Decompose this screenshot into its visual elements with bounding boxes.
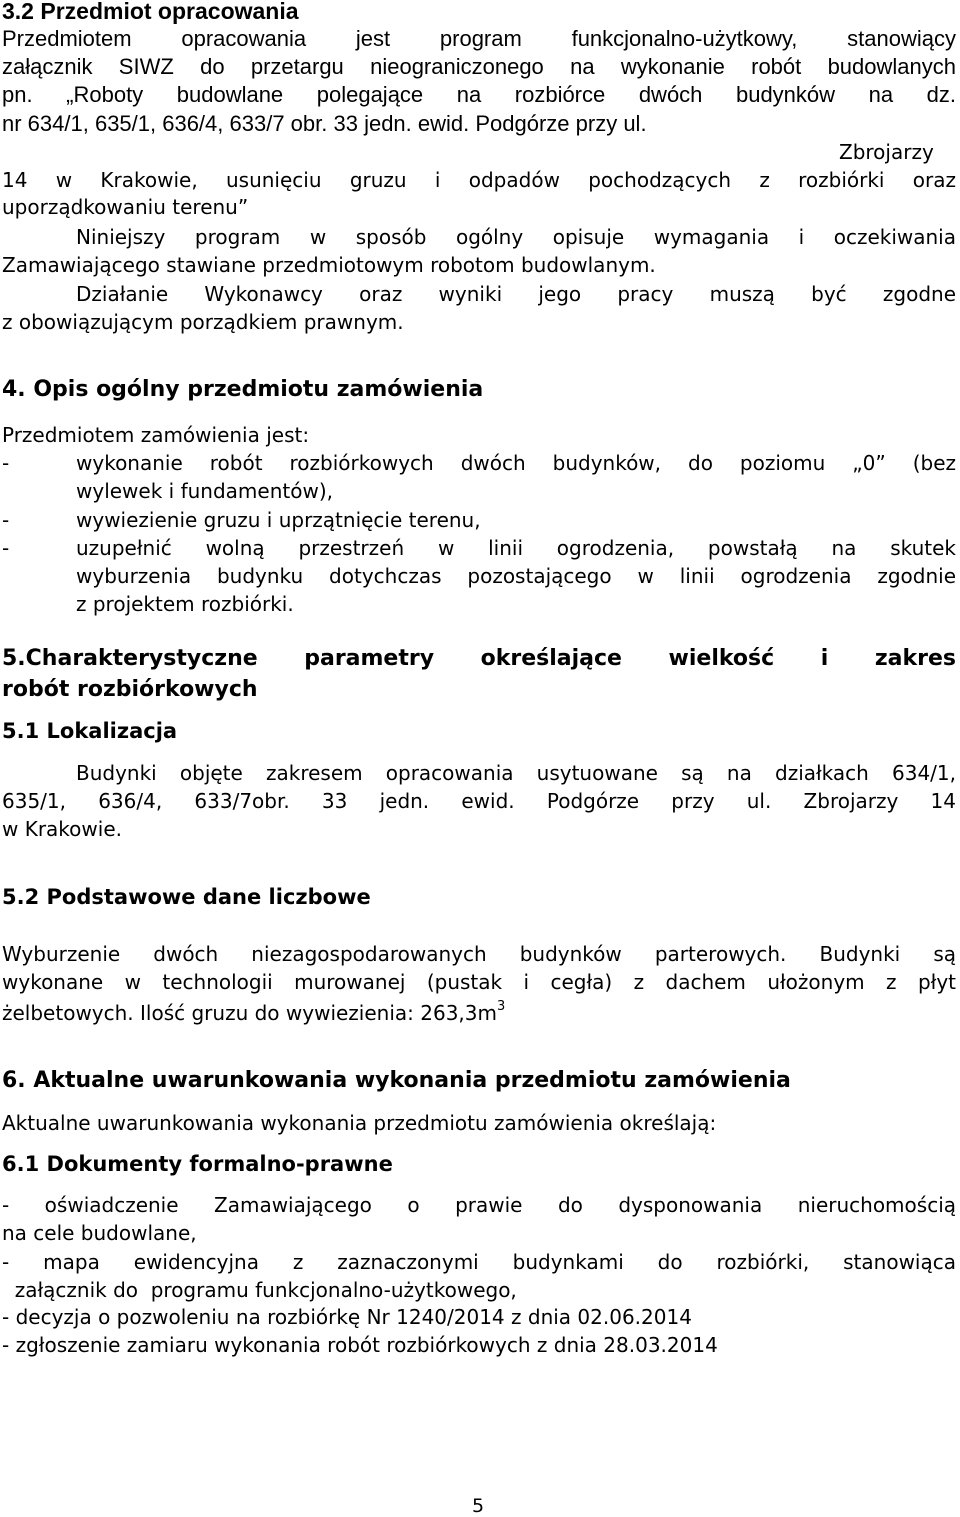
sec61-item-4: - zgłoszenie zamiaru wykonania robót rozbiórkowych z dnia 28.03.2014: [2, 1333, 718, 1357]
sec32-para2-line-4: z obowiązującym porządkiem prawnym.: [2, 310, 404, 334]
sec32-para2-line-1: Niniejszy program w sposób ogólny opisuje wymagania i oczekiwania: [76, 225, 956, 249]
list-dash: -: [2, 508, 10, 532]
list-dash: -: [2, 536, 10, 560]
section-5-1-heading: 5.1 Lokalizacja: [2, 719, 178, 743]
section-5-heading-line-2: robót rozbiórkowych: [2, 677, 258, 702]
sec6-intro: Aktualne uwarunkowania wykonania przedmiotu zamówienia określają:: [2, 1111, 717, 1135]
sec61-item-2-line-2: załącznik do programu funkcjonalno-użytkowego,: [2, 1278, 517, 1302]
sec4-item-1-line-2: wylewek i fundamentów),: [76, 479, 333, 503]
section-5-heading-line-1: 5.Charakterystyczne parametry określające wielkość i zakres: [2, 646, 956, 671]
sec52-line-3: żelbetowych. Ilość gruzu do wywiezienia: $263,3m^3$: [2, 999, 506, 1025]
sec4-item-3-line-2: wyburzenia budynku dotychczas pozostającego w linii ogrodzenia zgodnie: [76, 564, 956, 588]
sec61-item-1-line-2: na cele budowlane,: [2, 1221, 197, 1245]
section-6-1-heading: 6.1 Dokumenty formalno-prawne: [2, 1152, 393, 1176]
sec32-line-1: Przedmiotem opracowania jest program funkcjonalno-użytkowy, stanowiący: [2, 26, 956, 51]
sec52-line-2: wykonane w technologii murowanej (pustak i cegła) z dachem ułożonym z płyt: [2, 970, 956, 994]
sec32-para2-line-2: Zamawiającego stawiane przedmiotowym robotom budowlanym.: [2, 253, 656, 277]
sec32-line-6: uporządkowaniu terenu”: [2, 195, 249, 219]
section-5-2-heading: 5.2 Podstawowe dane liczbowe: [2, 885, 371, 909]
sec51-line-1: Budynki objęte zakresem opracowania usytuowane są na działkach 634/1,: [76, 761, 956, 785]
sec4-item-3-line-3: z projektem rozbiórki.: [76, 592, 294, 616]
section-3-2-heading: 3.2 Przedmiot opracowania: [2, 0, 299, 24]
sec4-item-3-line-1: uzupełnić wolną przestrzeń w linii ogrodzenia, powstałą na skutek: [76, 536, 956, 560]
sec32-line-4a: nr 634/1, 635/1, 636/4, 633/7 obr. 33 jedn. ewid. Podgórze przy ul.: [2, 111, 647, 136]
section-6-heading: 6. Aktualne uwarunkowania wykonania przedmiotu zamówienia: [2, 1068, 791, 1093]
list-dash: -: [2, 451, 10, 475]
sec61-item-1-line-1: - oświadczenie Zamawiającego o prawie do dysponowania nieruchomością: [2, 1193, 956, 1217]
sec4-item-1-line-1: wykonanie robót rozbiórkowych dwóch budynków, do poziomu „0” (bez: [76, 451, 956, 475]
sec52-line-1: Wyburzenie dwóch niezagospodarowanych budynków parterowych. Budynki są: [2, 942, 956, 966]
sec32-line-2: załącznik SIWZ do przetargu nieograniczonego na wykonanie robót budowlanych: [2, 54, 956, 79]
sec32-line-4b: Zbrojarzy: [839, 140, 934, 164]
sec51-line-2: 635/1, 636/4, 633/7obr. 33 jedn. ewid. Podgórze przy ul. Zbrojarzy 14: [2, 789, 956, 813]
sec4-intro: Przedmiotem zamówienia jest:: [2, 423, 310, 447]
sec61-item-3: - decyzja o pozwoleniu na rozbiórkę Nr 1240/2014 z dnia 02.06.2014: [2, 1305, 692, 1329]
sec32-para2-line-3: Działanie Wykonawcy oraz wyniki jego pracy muszą być zgodne: [76, 282, 956, 306]
sec32-line-3: pn. „Roboty budowlane polegające na rozbiórce dwóch budynków na dz.: [2, 82, 956, 107]
section-4-heading: 4. Opis ogólny przedmiotu zamówienia: [2, 377, 484, 402]
sec32-line-5: 14 w Krakowie, usunięciu gruzu i odpadów pochodzących z rozbiórki oraz: [2, 168, 956, 192]
sec4-item-2: wywiezienie gruzu i uprzątnięcie terenu,: [76, 508, 481, 532]
superscript-3: 3: [497, 999, 506, 1014]
sec51-line-3: w Krakowie.: [2, 817, 122, 841]
sec61-item-2-line-1: - mapa ewidencyjna z zaznaczonymi budynkami do rozbiórki, stanowiąca: [2, 1250, 956, 1274]
page-number: 5: [472, 1495, 485, 1517]
